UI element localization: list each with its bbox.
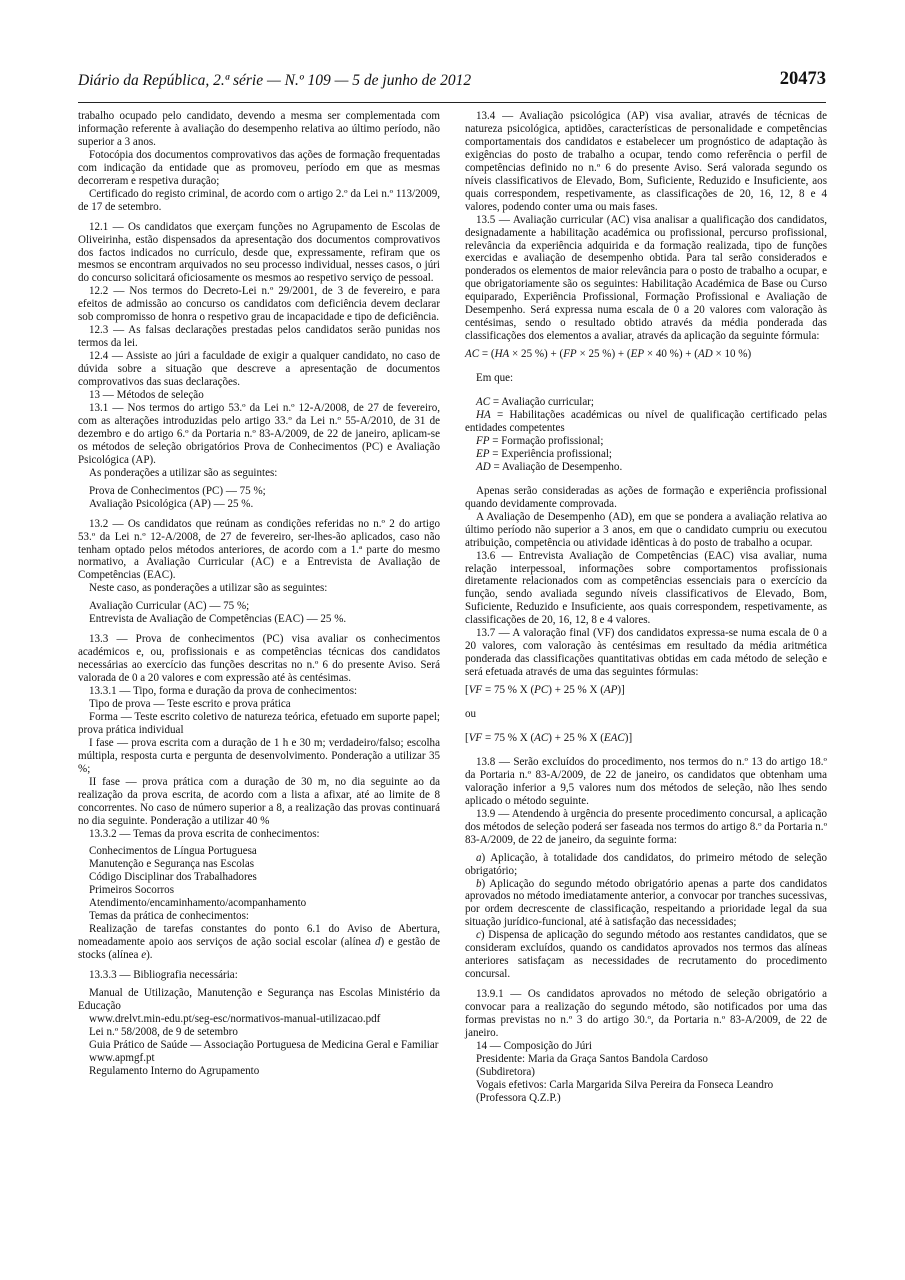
paragraph: Guia Prático de Saúde — Associação Portuguesa de Medicina Geral e Familiar — [89, 1038, 439, 1051]
paragraph: 13.3.1 — Tipo, forma e duração da prova de conhecimentos: — [89, 685, 358, 698]
definition: HA = Habilitações académicas ou nível de qualificação certificado pelas entidades competentes — [465, 409, 827, 434]
paragraph: Fotocópia dos documentos comprovativos das ações de formação frequentadas com indicação da entidade que as promoveu, período em que as mesmas decorreram e respetiva duração; — [78, 148, 440, 187]
paragraph: 13.6 — Entrevista Avaliação de Competências (EAC) visa avaliar, numa relação interpessoal, informações sobre comportamentos profissionais diretamente relacionados com as competências essenciais para o exercício da função, sendo avaliada segundo níveis classificativos de Elevado, Bom, Suficiente, Reduzido e Insuficiente, aos quais correspondem, respetivamente, as classificações de 20, 16, 12, 8 e 4 valores. — [465, 549, 827, 627]
paragraph: 13.5 — Avaliação curricular (AC) visa analisar a qualificação dos candidatos, designadamente a habilitação académica ou profissional, percurso profissional, relevância da experiência adquirida e da formação realizada, tipo de funções exercidas e avaliação de desempenho obtida. Para tal serão considerados e ponderados os elementos de maior relevância para o posto de trabalho a ocupar, e que obrigatoriamente são os seguintes: Habilitação Académica de Base ou Curso equiparado, Experiência Profissional, Formação Profissional e Avaliação de Desempenho. Será expressa numa escala de 0 a 20 valores com valoração às centésimas, sendo o resultado obtido através da média ponderada das classificações dos elementos a avaliar, através da aplicação da seguinte fórmula: — [465, 213, 827, 343]
header-rule — [78, 102, 826, 103]
paragraph: A Avaliação de Desempenho (AD), em que se pondera a avaliação relativa ao último período não superior a 3 anos, em que o candidato cumpriu ou executou atribuição, competência ou atividade idênticas à do posto de trabalho a ocupar. — [465, 510, 827, 549]
definition: EP = Experiência profissional; — [476, 447, 612, 460]
list-item: Primeiros Socorros — [89, 884, 174, 897]
paragraph: www.apmgf.pt — [89, 1051, 155, 1064]
paragraph: 12.4 — Assiste ao júri a faculdade de exigir a qualquer candidato, no caso de dúvida sobre a situação que descreve a apresentação de documentos comprovativos das suas declarações. — [78, 350, 440, 389]
list-item: c) Dispensa de aplicação do segundo método aos restantes candidatos, que se consideram excluídos, quando os candidatos aprovados nos termos das alíneas anteriores satisfaçam as necessidades de recrutamento do procedimento concursal. — [465, 929, 827, 981]
definition: FP = Formação profissional; — [476, 434, 604, 447]
page-number: 20473 — [779, 69, 826, 89]
paragraph: Regulamento Interno do Agrupamento — [89, 1064, 260, 1077]
paragraph: Lei n.º 58/2008, de 9 de setembro — [89, 1025, 238, 1038]
list-item: Prova de Conhecimentos (PC) — 75 %; — [89, 484, 266, 497]
paragraph: Presidente: Maria da Graça Santos Bandola Cardoso — [476, 1052, 708, 1065]
journal-title: Diário da República, 2.ª série — N.º 109 — 5 de junho de 2012 — [78, 72, 472, 89]
list-item: Avaliação Psicológica (AP) — 25 %. — [89, 497, 254, 510]
paragraph: 12.2 — Nos termos do Decreto-Lei n.º 29/2001, de 3 de fevereiro, e para efeitos de admissão ao concurso os candidatos com deficiência devem declarar sob compromisso de honra o respetivo grau de incapacidade e tipo de deficiência. — [78, 285, 440, 324]
paragraph: II fase — prova prática com a duração de 30 m, no dia seguinte ao da realização da prova escrita, de acordo com a lista a afixar, até ao limite de 8 concorrentes. No caso de número superior a 8, a realização das provas continuará no dia seguinte. Ponderação a utilizar 40 % — [78, 775, 440, 827]
paragraph: (Professora Q.Z.P.) — [476, 1091, 561, 1104]
paragraph: 13.3.3 — Bibliografia necessária: — [89, 969, 238, 982]
paragraph: 13.7 — A valoração final (VF) dos candidatos expressa-se numa escala de 0 a 20 valores, com valoração às centésimas em resultado da média aritmética ponderada das classificações quantitativas obtidas em cada método de seleção e será efetuada através de uma das seguintes fórmulas: — [465, 627, 827, 679]
left-column — [78, 110, 440, 1078]
paragraph: 12.1 — Os candidatos que exerçam funções no Agrupamento de Escolas de Oliveirinha, estão dispensados da apresentação dos documentos comprovativos dos factos indicados no currículo, desde que, expressamente, refiram que os mesmos se encontram arquivados no seu processo individual, nesses casos, o júri do concurso solicitará oficiosamente os mesmos ao respetivo serviço de pessoal. — [78, 220, 440, 285]
paragraph: Certificado do registo criminal, de acordo com o artigo 2.º da Lei n.º 113/2009, de 17 de setembro. — [78, 187, 440, 213]
paragraph: 13.8 — Serão excluídos do procedimento, nos termos do n.º 13 do artigo 18.º da Portaria n.º 83-A/2009, de 22 de janeiro, os candidatos que obtenham uma valoração inferior a 9,5 valores num dos métodos de seleção, não lhes sendo aplicado o método seguinte. — [465, 755, 827, 807]
section-heading: 14 — Composição do Júri — [476, 1039, 592, 1052]
conjunction: ou — [465, 708, 477, 721]
paragraph: Forma — Teste escrito coletivo de natureza teórica, efetuado em suporte papel; prova prática individual — [78, 710, 440, 736]
paragraph: Em que: — [476, 372, 514, 385]
paragraph: 12.3 — As falsas declarações prestadas pelos candidatos serão punidas nos termos da lei. — [78, 324, 440, 350]
paragraph: www.drelvt.min-edu.pt/seg-esc/normativos-manual-utilizacao.pdf — [89, 1012, 381, 1025]
list-item: Temas da prática de conhecimentos: — [89, 910, 249, 923]
formula-vf-ac: [VF = 75 % X (AC) + 25 % X (EAC)] — [465, 731, 633, 744]
paragraph: 13.1 — Nos termos do artigo 53.º da Lei n.º 12-A/2008, de 27 de fevereiro, com as alterações introduzidas pelo artigo 33.º da Lei n.º 55-A/2010, de 31 de dezembro e do artigo 6.º da Portaria n.º 83-A/2009, de 22 de janeiro, aplicam-se os métodos de seleção obrigatórios Prova de Conhecimentos (PC) e Avaliação Psicológica (AP). — [78, 401, 440, 466]
paragraph: 13.9 — Atendendo à urgência do presente procedimento concursal, a aplicação dos métodos de seleção poderá ser faseada nos termos do artigo 8.º da Portaria n.º 83-A/2009, de 22 de janeiro, da seguinte forma: — [465, 807, 827, 846]
list-item: b) Aplicação do segundo método obrigatório apenas a parte dos candidatos aprovados no método imediatamente anterior, a convocar por tranches sucessivas, por ordem decrescente de classificação, respeitando a prioridade legal da sua situação jurídico-funcional, até à satisfação das necessidades; — [465, 877, 827, 929]
formula-vf-pc: [VF = 75 % X (PC) + 25 % X (AP)] — [465, 684, 625, 697]
list-item: Conhecimentos de Língua Portuguesa — [89, 845, 257, 858]
paragraph: 13.4 — Avaliação psicológica (AP) visa avaliar, através de técnicas de natureza psicológica, aptidões, características de personalidade e competências comportamentais dos candidatos e estabelecer um prognóstico de adaptação às exigências do posto de trabalho a ocupar, tendo como referência o perfil de competências definido no n.º 6 do presente Aviso. Será valorada segundo os níveis classificativos de Elevado, Bom, Suficiente, Reduzido e Insuficiente, aos quais correspondem, respetivamente, as classificações de 20, 16, 12, 8 e 4 valores, podendo conter uma ou mais fases. — [465, 110, 827, 213]
paragraph: As ponderações a utilizar são as seguintes: — [89, 466, 278, 479]
paragraph: Manual de Utilização, Manutenção e Segurança nas Escolas Ministério da Educação — [78, 987, 440, 1012]
list-item: Manutenção e Segurança nas Escolas — [89, 858, 255, 871]
paragraph: Apenas serão consideradas as ações de formação e experiência profissional quando devidamente comprovada. — [465, 484, 827, 510]
paragraph: 13.3.2 — Temas da prova escrita de conhecimentos: — [89, 827, 320, 840]
paragraph: Neste caso, as ponderações a utilizar são as seguintes: — [89, 582, 328, 595]
paragraph: trabalho ocupado pelo candidato, devendo a mesma ser complementada com informação referente à avaliação do desempenho relativa ao último período, não superior a 3 anos. — [78, 110, 440, 148]
paragraph: Realização de tarefas constantes do ponto 6.1 do Aviso de Abertura, nomeadamente apoio aos serviços de ação social escolar (alínea d) e gestão de stocks (alínea e). — [78, 923, 440, 962]
paragraph: I fase — prova escrita com a duração de 1 h e 30 m; verdadeiro/falso; escolha múltipla, resposta curta e pergunta de desenvolvimento. Ponderação a utilizar 35 %; — [78, 736, 440, 775]
list-item: a) Aplicação, à totalidade dos candidatos, do primeiro método de seleção obrigatório; — [465, 851, 827, 877]
weights-list — [78, 485, 440, 511]
weights-list — [78, 600, 440, 626]
right-column — [465, 110, 827, 1105]
paragraph: 13.2 — Os candidatos que reúnam as condições referidas no n.º 2 do artigo 53.º da Lei n.º 12-A/2008, de 27 de fevereiro, ser-lhes-ão aplicados, caso não tenham optado pelos métodos anteriores, de acordo com a 1.ª parte do mesmo normativo, a Avaliação Curricular (AC) e a Entrevista de Avaliação de Competências (EAC). — [78, 517, 440, 582]
list-item: Código Disciplinar dos Trabalhadores — [89, 871, 257, 884]
page-header — [78, 69, 826, 94]
paragraph: Tipo de prova — Teste escrito e prova prática — [89, 697, 291, 710]
themes-list — [78, 845, 440, 923]
paragraph: 13.9.1 — Os candidatos aprovados no método de seleção obrigatório a convocar para a realização do segundo método, são notificados por uma das formas previstas no n.º 3 do artigo 30.º, da Portaria n.º 83-A/2009, de 22 de janeiro. — [465, 988, 827, 1039]
definition: AD = Avaliação de Desempenho. — [476, 460, 623, 473]
paragraph: Vogais efetivos: Carla Margarida Silva Pereira da Fonseca Leandro — [476, 1078, 774, 1091]
list-item: Entrevista de Avaliação de Competências (EAC) — 25 %. — [89, 613, 347, 626]
definition: AC = Avaliação curricular; — [476, 396, 594, 409]
paragraph: 13.3 — Prova de conhecimentos (PC) visa avaliar os conhecimentos académicos e, ou, profissionais e as competências técnicas dos candidatos necessárias ao exercício das funções descritas no n.º 6 do presente Aviso. Será valorada de 0 a 20 valores e com expressão até às centésimas. — [78, 633, 440, 685]
list-item: Atendimento/encaminhamento/acompanhamento — [89, 897, 307, 910]
section-heading: 13 — Métodos de seleção — [89, 389, 204, 402]
list-item: Avaliação Curricular (AC) — 75 %; — [89, 600, 250, 613]
formula-ac: AC = (HA × 25 %) + (FP × 25 %) + (EP × 40 %) + (AD × 10 %) — [465, 348, 752, 361]
paragraph: (Subdiretora) — [476, 1065, 535, 1078]
